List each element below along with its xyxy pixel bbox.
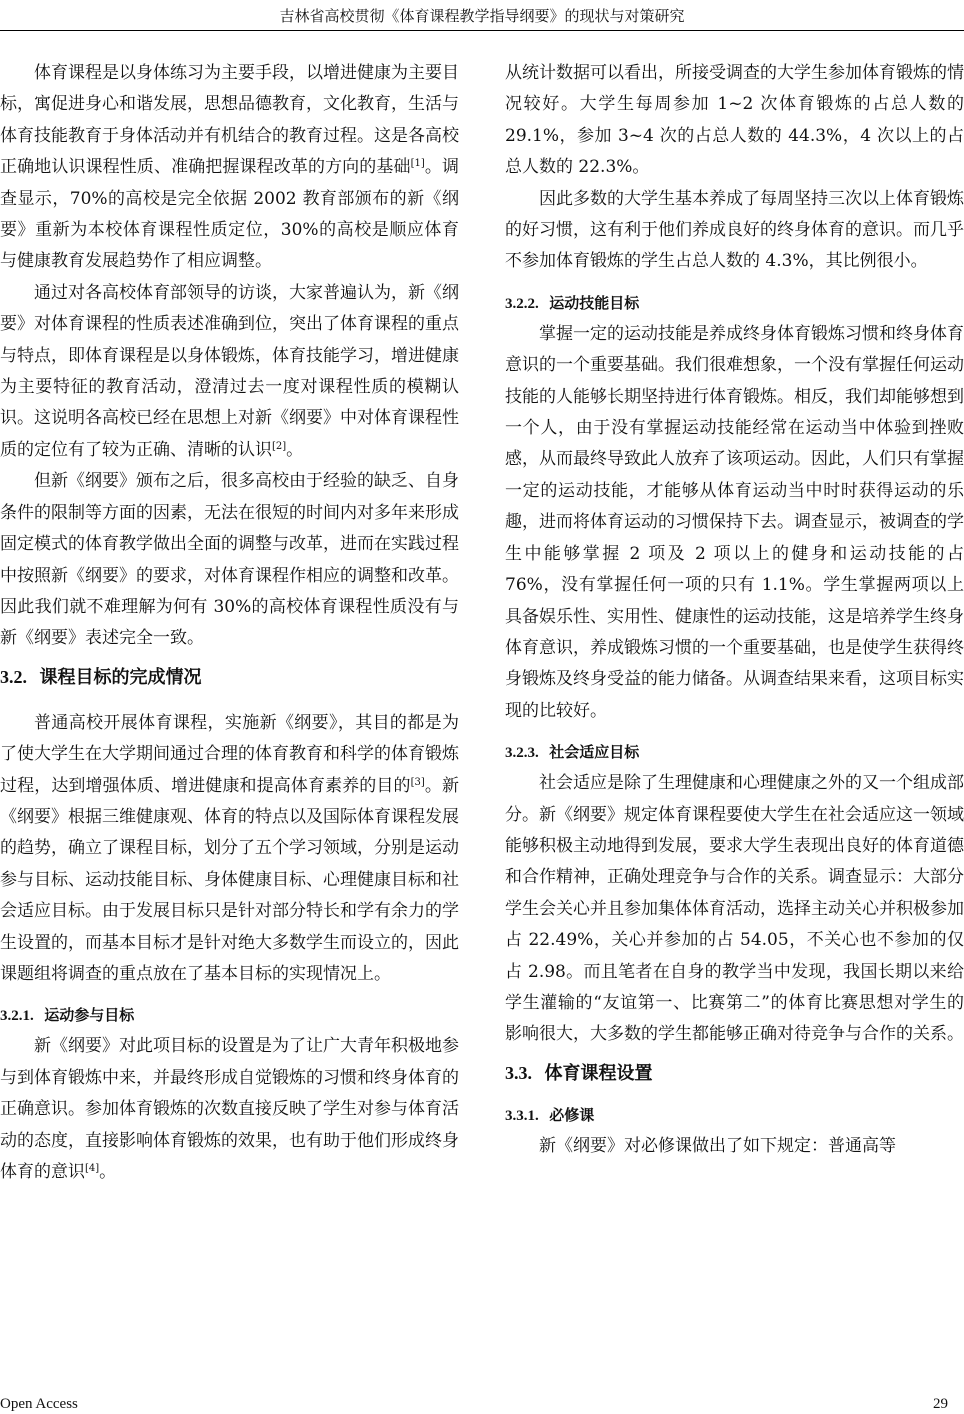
footer-page-number: 29 <box>933 1396 948 1412</box>
paragraph-statistics: 从统计数据可以看出，所接受调查的大学生参加体育锻炼的情况较好。大学生每周参加 1~2 次体育锻炼的占总人数的 29.1%，参加 3~4 次的占总人数的 44.3%，4 次以上的占总人数的 22.3%。 <box>505 63 964 178</box>
citation-ref-3: [3] <box>410 776 425 788</box>
section-heading-3-2-1: 3.2.1. 运动参与目标 <box>0 1006 135 1025</box>
running-header: 吉林省高校贯彻《体育课程教学指导纲要》的现状与对策研究 <box>279 7 685 25</box>
paragraph-skill-goal: 掌握一定的运动技能是养成终身体育锻炼习惯和终身体育意识的一个重要基础。我们很难想象，一个没有掌握任何运动技能的人能够长期坚持进行体育锻炼。相反，我们却能够想到一个人，由于没有掌握运动技能经常在运动当中体验到挫败感，从而最终导致此人放弃了该项运动。因此，人们只有掌握一定的运动技能，才能够从体育运动当中时时获得运动的乐趣，进而将体育运动的习惯保持下去。调查显示，被调查的学生中能够掌握 2 项及 2 项以上的健身和运动技能的占 76%，没有掌握任何一项的只有 1.1%。学生掌握两项以上具备娱乐性、实用性、健康性的运动技能，这是培养学生终身体育意识，养成锻炼习惯的一个重要基础，也是使学生获得终身锻炼及终身受益的能力储备。从调查结果来看，这项目标实现的比较好。 <box>505 323 964 721</box>
citation-ref-1: [1] <box>410 158 425 170</box>
paragraph-course-nature: 体育课程是以身体练习为主要手段，以增进健康为主要目标，寓促进身心和谐发展，思想品德教育，文化教育，生活与体育技能教育于身体活动并有机结合的教育过程。这是各高校正确地认识课程性质、准确把握课程改革的方向的基础[1]。调查显示，70%的高校是完全依据 2002 教育部颁布的新《纲要》重新为本校体育课程性质定位，30%的高校是顺应体育与健康教育发展趋势作了相应调整。 <box>0 63 459 272</box>
footer-journal-label: Open Access <box>0 1396 78 1412</box>
section-heading-3-3: 3.3. 体育课程设置 <box>505 1062 653 1084</box>
paragraph-participation-goal: 新《纲要》对此项目标的设置是为了让广大青年积极地参与到体育锻炼中来，并最终形成自觉锻炼的习惯和终身体育的正确意识。参加体育锻炼的次数直接反映了学生对参与体育活动的态度，直接影响体育锻炼的效果，也有助于他们形成终身体育的意识[4]。 <box>0 1036 459 1182</box>
section-heading-3-3-1: 3.3.1. 必修课 <box>505 1105 595 1124</box>
section-heading-3-2: 3.2. 课程目标的完成情况 <box>0 666 202 688</box>
right-column <box>505 58 964 1162</box>
citation-ref-4: [4] <box>85 1163 100 1174</box>
paragraph-interviews: 通过对各高校体育部领导的访谈，大家普遍认为，新《纲要》对体育课程的性质表述准确到位，突出了体育课程的重点与特点，即体育课程是以身体锻炼，体育技能学习，增进健康为主要特征的教育活动，澄清过去一度对课程性质的模糊认识。这说明各高校已经在思想上对新《纲要》中对体育课程性质的定位有了较为正确、清晰的认识[2]。 <box>0 282 459 460</box>
paragraph-adjustment: 但新《纲要》颁布之后，很多高校由于经验的缺乏、自身条件的限制等方面的因素，无法在很短的时间内对多年来形成固定模式的体育教学做出全面的调整与改革，进而在实践过程中按照新《纲要》的要求，对体育课程作相应的调整和改革。因此我们就不难理解为何有 30%的高校体育课程性质没有与新《纲要》表述完全一致。 <box>0 471 459 649</box>
section-heading-3-2-3: 3.2.3. 社会适应目标 <box>505 743 640 762</box>
paragraph-social-goal: 社会适应是除了生理健康和心理健康之外的又一个组成部分。新《纲要》规定体育课程要使大学生在社会适应这一领域能够积极主动地得到发展，要求大学生表现出良好的体育道德和合作精神，正确处理竞争与合作的关系。调查显示：大部分学生会关心并且参加集体体育活动，选择主动关心并积极参加占 22.49%，关心并参加的占 54.05，不关心也不参加的仅占 2.98。而且笔者在自身的教学当中发现，我国长期以来给学生灌输的“友谊第一、比赛第二”的体育比赛思想对学生的影响很大，大多数的学生都能够正确对待竞争与合作的关系。 <box>505 773 964 1045</box>
section-heading-3-2-2: 3.2.2. 运动技能目标 <box>505 293 640 312</box>
paragraph-required-course: 新《纲要》对必修课做出了如下规定：普通高等 <box>539 1135 896 1156</box>
citation-ref-2: [2] <box>272 440 287 452</box>
header-divider <box>0 30 964 31</box>
paragraph-course-goals: 普通高校开展体育课程，实施新《纲要》，其目的都是为了使大学生在大学期间通过合理的体育教育和科学的体育锻炼过程，达到增强体质、增进健康和提高体育素养的目的[3]。新《纲要》根据三维健康观、体育的特点以及国际体育课程发展的趋势，确立了课程目标，划分了五个学习领域，分别是运动参与目标、运动技能目标、身体健康目标、心理健康目标和社会适应目标。由于发展目标只是针对部分特长和学有余力的学生设置的，而基本目标才是针对绝大多数学生而设立的，因此课题组将调查的重点放在了基本目标的实现情况上。 <box>0 712 459 984</box>
paragraph-exercise-habit: 因此多数的大学生基本养成了每周坚持三次以上体育锻炼的好习惯，这有利于他们养成良好的终身体育的意识。而几乎不参加体育锻炼的学生占总人数的 4.3%，其比例很小。 <box>505 188 964 272</box>
left-column <box>0 58 459 1188</box>
